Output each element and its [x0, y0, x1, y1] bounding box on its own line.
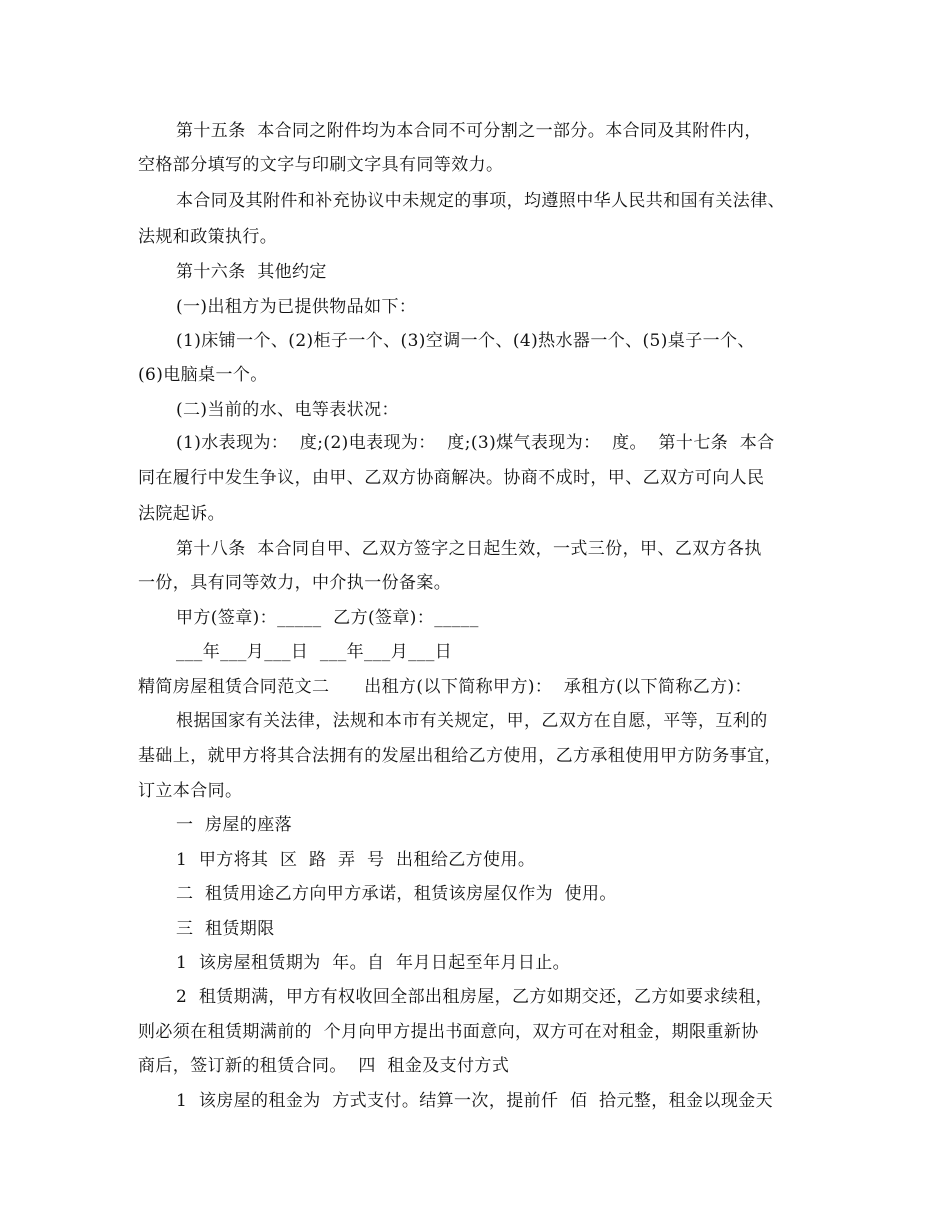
text-line: 甲方(签章)：_____ 乙方(签章)：_____: [176, 608, 479, 628]
text-line: 二 租赁用途乙方向甲方承诺，租赁该房屋仅作为 使用。: [176, 884, 617, 904]
text-line: 商后，签订新的租赁合同。 四 租金及支付方式: [138, 1056, 510, 1076]
text-line: 2 租赁期满，甲方有权收回全部出租房屋，乙方如期交还，乙方如要求续租，: [176, 987, 774, 1007]
text-line: 本合同及其附件和补充协议中未规定的事项，均遵照中华人民共和国有关法律、: [176, 191, 785, 211]
text-line: 则必须在租赁期满前的 个月向甲方提出书面意向，双方可在对租金，期限重新协: [138, 1022, 759, 1042]
text-line: 第十八条 本合同自甲、乙双方签字之日起生效，一式三份，甲、乙双方各执: [176, 539, 762, 559]
text-line: 第十五条 本合同之附件均为本合同不可分割之一部分。本合同及其附件内，: [176, 121, 762, 141]
text-line: 基础上，就甲方将其合法拥有的发屋出租给乙方使用，乙方承租使用甲方防务事宜，: [138, 746, 782, 766]
text-line: 精简房屋租赁合同范文二 出租方(以下简称甲方)： 承租方(以下简称乙方)：: [138, 677, 752, 697]
text-line: 法规和政策执行。: [138, 227, 278, 247]
text-line: 1 该房屋租赁期为 年。自 年月日起至年月日止。: [176, 953, 571, 973]
text-line: 法院起诉。: [138, 504, 225, 524]
text-line: 一份，具有同等效力，中介执一份备案。: [138, 573, 452, 593]
text-line: (1)床铺一个、(2)柜子一个、(3)空调一个、(4)热水器一个、(5)桌子一个、: [176, 331, 755, 351]
text-line: 根据国家有关法律，法规和本市有关规定，甲，乙双方在自愿，平等，互利的: [176, 711, 768, 731]
text-line: (二)当前的水、电等表状况：: [176, 400, 399, 420]
text-line: 第十六条 其他约定: [176, 262, 327, 282]
text-line: (6)电脑桌一个。: [138, 365, 268, 385]
text-line: 1 甲方将其 区 路 弄 号 出租给乙方使用。: [176, 850, 536, 870]
text-line: 同在履行中发生争议，由甲、乙双方协商解决。协商不成时，甲、乙双方可向人民: [138, 468, 765, 488]
text-line: 一 房屋的座落: [176, 815, 293, 835]
text-line: ___年___月___日 ___年___月___日: [176, 642, 453, 662]
text-line: 订立本合同。: [138, 781, 243, 801]
text-line: 1 该房屋的租金为 方式支付。结算一次，提前仟 佰 拾元整，租金以现金天: [176, 1091, 774, 1111]
text-line: (一)出租方为已提供物品如下：: [176, 297, 417, 317]
text-line: 三 租赁期限: [176, 919, 275, 939]
text-line: 空格部分填写的文字与印刷文字具有同等效力。: [138, 155, 504, 175]
text-line: (1)水表现为： 度;(2)电表现为： 度;(3)煤气表现为： 度。 第十七条 本合: [176, 433, 775, 453]
